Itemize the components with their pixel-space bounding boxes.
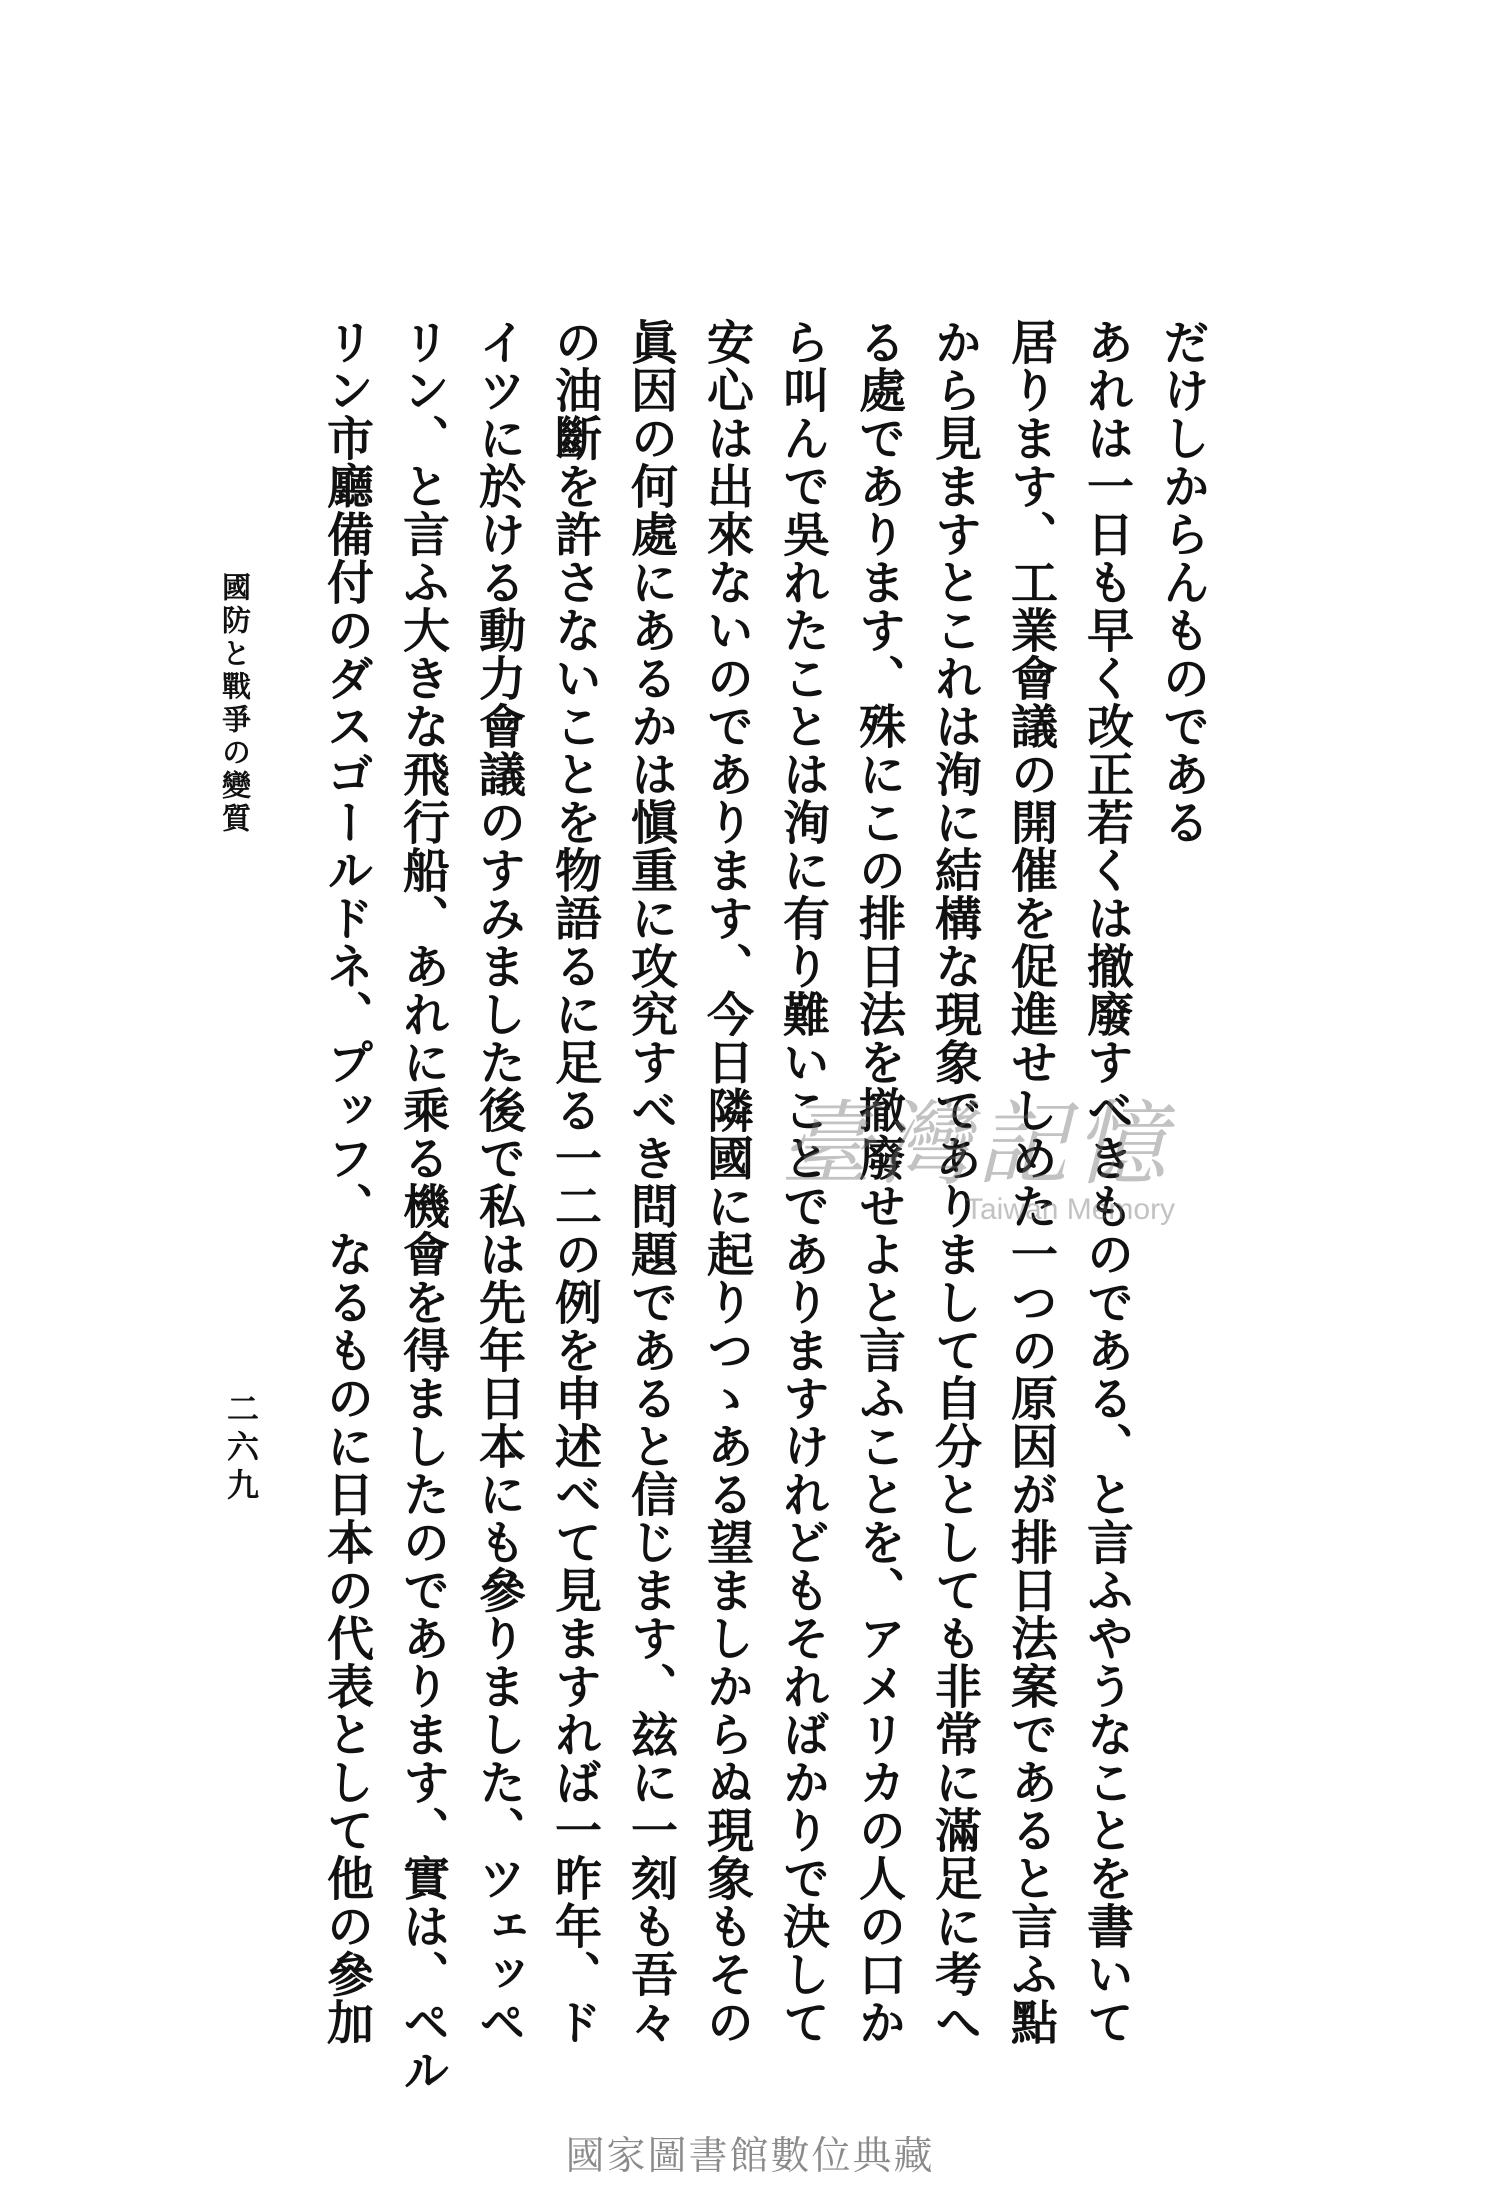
watermark-english: Taiwan Memory — [965, 1193, 1176, 1226]
text-column: から見ますとこれは洵に結構な現象でありまして自分としても非常に滿足に考へ — [927, 318, 982, 2046]
text-column: リン、と言ふ大きな飛行船、あれに乘る機會を得ましたのであります、實は、ペル — [395, 318, 450, 2094]
text-column: 眞因の何處にあるかは愼重に攻究すべき問題であると信じます、玆に一刻も吾々 — [623, 318, 678, 2046]
watermark-chinese: 臺灣記憶 — [780, 1091, 1173, 1198]
text-column: ら叫んで吳れたことは洵に有り難いことでありますけれどもそればかりで決して — [775, 318, 830, 2046]
body-text-block — [290, 318, 1220, 2094]
footer-collection-label: 國家圖書館數位典藏 — [565, 2134, 935, 2179]
text-column: 居ります、工業會議の開催を促進せしめた一つの原因が排日法案であると言ふ點 — [1003, 318, 1058, 2046]
text-column: イツに於ける動力會議のすみました後で私は先年日本にも參りました、ツェッペ — [471, 318, 526, 2046]
text-column: だけしからんものである — [1155, 318, 1210, 846]
text-column: る處であります、殊にこの排日法を撤廢せよと言ふことを、アメリカの人の口か — [851, 318, 906, 2046]
text-column: 安心は出來ないのであります、今日隣國に起りつゝある望ましからぬ現象もその — [699, 318, 754, 2046]
text-column: リン市廳備付のダスゴールドネ、プッフ、なるものに日本の代表として他の參加 — [319, 318, 374, 2046]
running-head: 國防と戰爭の變質 — [218, 572, 252, 836]
page-number: 二六九 — [222, 1392, 260, 1506]
text-column: の油斷を許さないことを物語るに足る一二の例を申述べて見ますれば一昨年、ド — [547, 318, 602, 2046]
text-column: あれは一日も早く改正若くは撤廢すべきものである、と言ふやうなことを書いて — [1079, 318, 1134, 2046]
